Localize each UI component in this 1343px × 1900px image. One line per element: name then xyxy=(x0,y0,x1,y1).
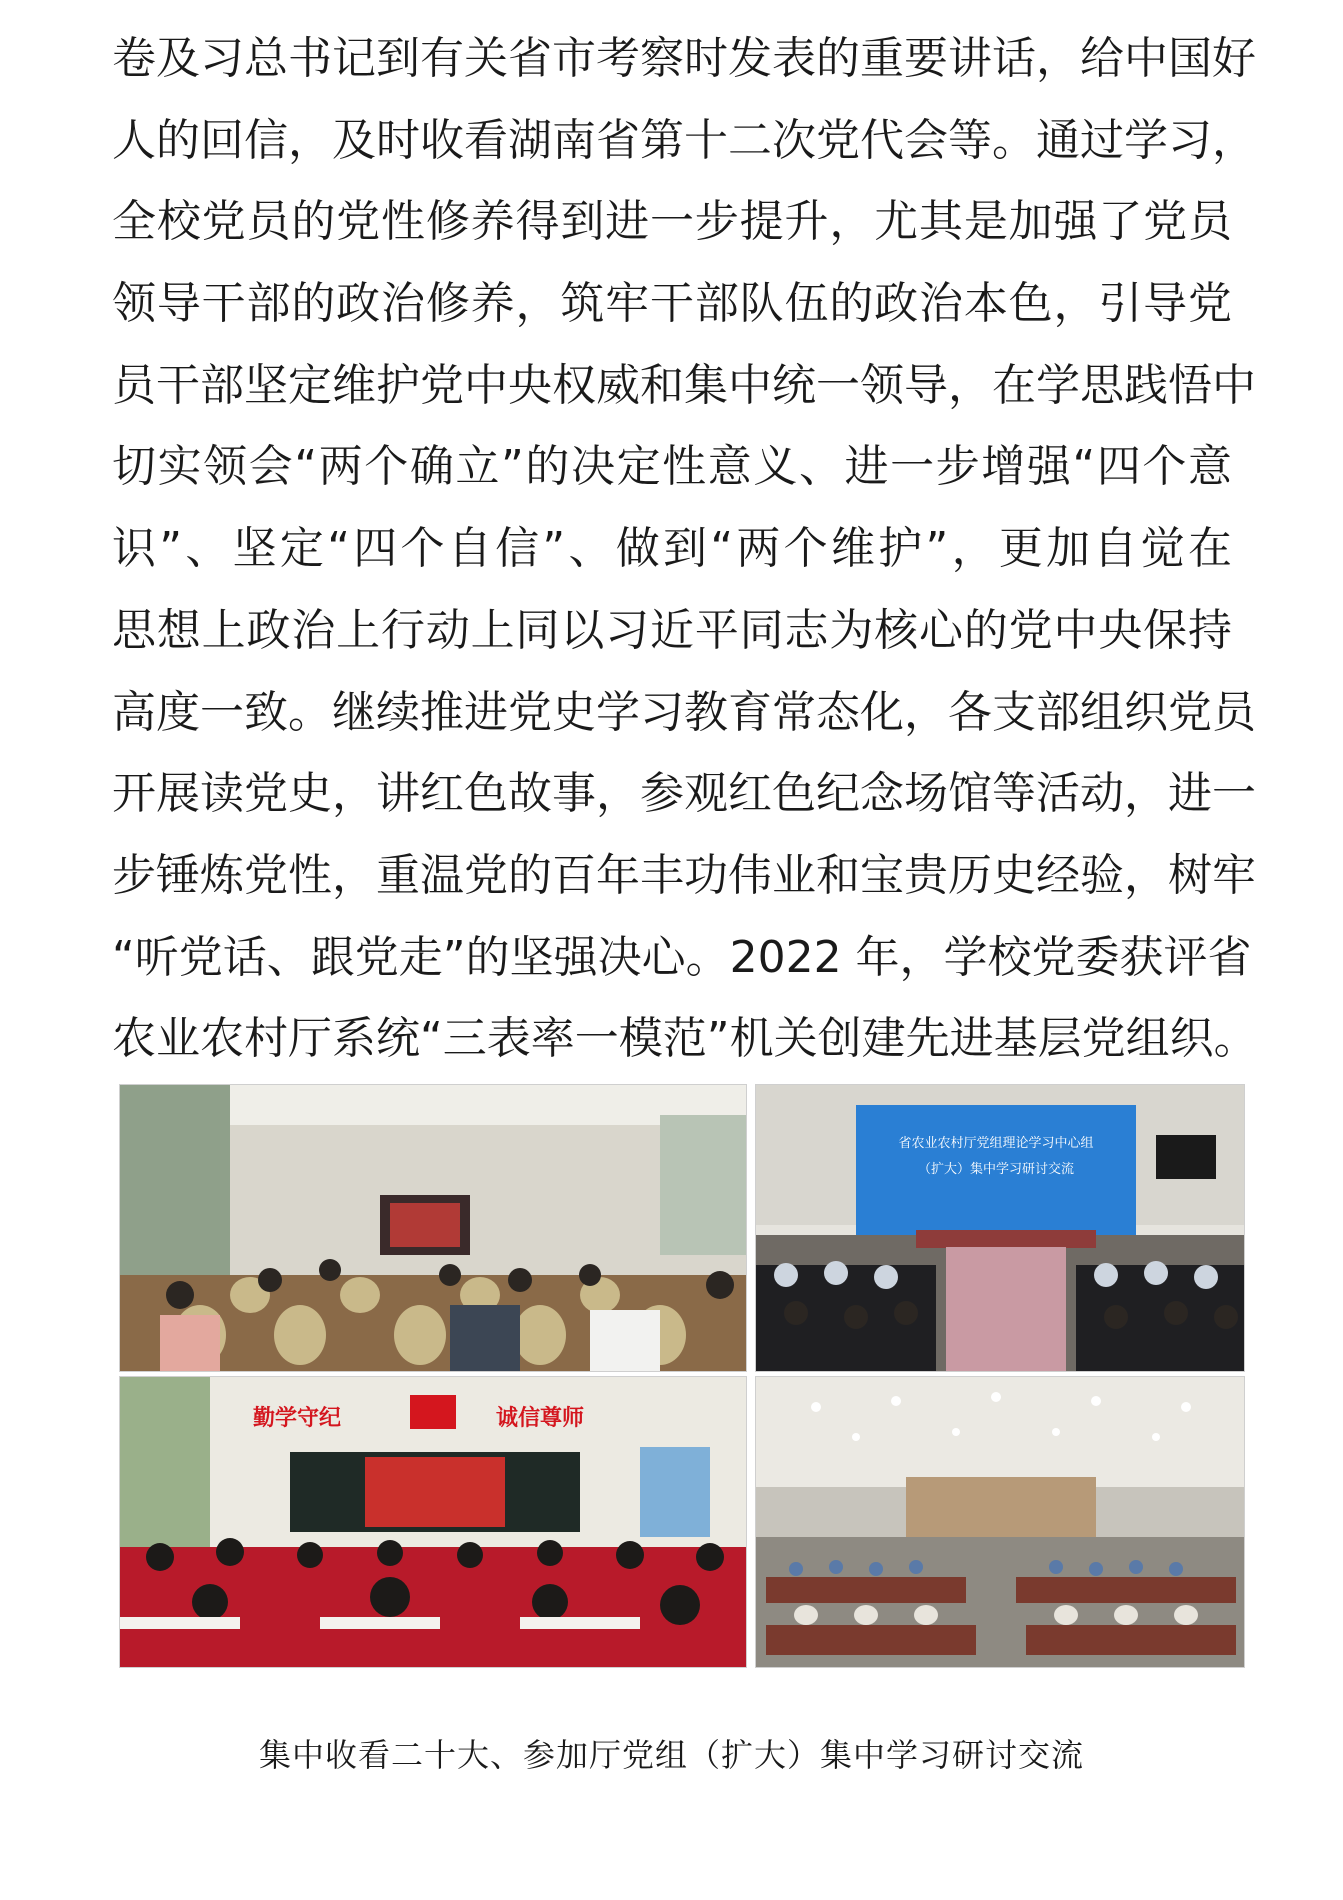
text-line: 领导干部的政治修养，筑牢干部队伍的政治本色，引导党 xyxy=(112,278,1232,330)
text-line: 人的回信，及时收看湖南省第十二次党代会等。通过学习， xyxy=(112,114,1256,166)
screen-title-line1: 省农业农村厅党组理论学习中心组 xyxy=(898,1136,1094,1151)
text-line: 全校党员的党性修养得到进一步提升，尤其是加强了党员 xyxy=(112,196,1232,248)
photo-lecture-hall xyxy=(119,1084,747,1372)
photo-conference-screen xyxy=(755,1084,1245,1372)
text-line: “听党话、跟党走”的坚强决心。2022 年，学校党委获评省 xyxy=(112,931,1252,983)
photo-caption: 集中收看二十大、参加厅党组（扩大）集中学习研讨交流 xyxy=(258,1736,1084,1774)
text-line: 高度一致。继续推进党史学习教育常态化，各支部组织党员 xyxy=(112,686,1256,738)
text-line: 员干部坚定维护党中央权威和集中统一领导，在学思践悟中 xyxy=(112,359,1256,411)
text-line: 农业农村厅系统“三表率一模范”机关创建先进基层党组织。 xyxy=(112,1013,1258,1065)
text-line: 思想上政治上行动上同以习近平同志为核心的党中央保持 xyxy=(112,604,1232,656)
text-line: 卷及习总书记到有关省市考察时发表的重要讲话，给中国好 xyxy=(112,33,1256,84)
text-line: 开展读党史，讲红色故事，参观红色纪念场馆等活动，进一 xyxy=(112,768,1256,820)
text-line: 切实领会“两个确立”的决定性意义、进一步增强“四个意 xyxy=(112,441,1232,493)
body-paragraph xyxy=(112,18,1258,1080)
photo-classroom xyxy=(119,1376,747,1668)
banner-left: 勤学守纪 xyxy=(252,1406,342,1431)
banner-right: 诚信尊师 xyxy=(495,1406,585,1431)
photo-auditorium xyxy=(755,1376,1245,1668)
screen-title-line2: （扩大）集中学习研讨交流 xyxy=(917,1162,1075,1177)
text-line: 识”、坚定“四个自信”、做到“两个维护”，更加自觉在 xyxy=(112,523,1232,575)
text-line: 步锤炼党性，重温党的百年丰功伟业和宝贵历史经验，树牢 xyxy=(112,849,1256,901)
